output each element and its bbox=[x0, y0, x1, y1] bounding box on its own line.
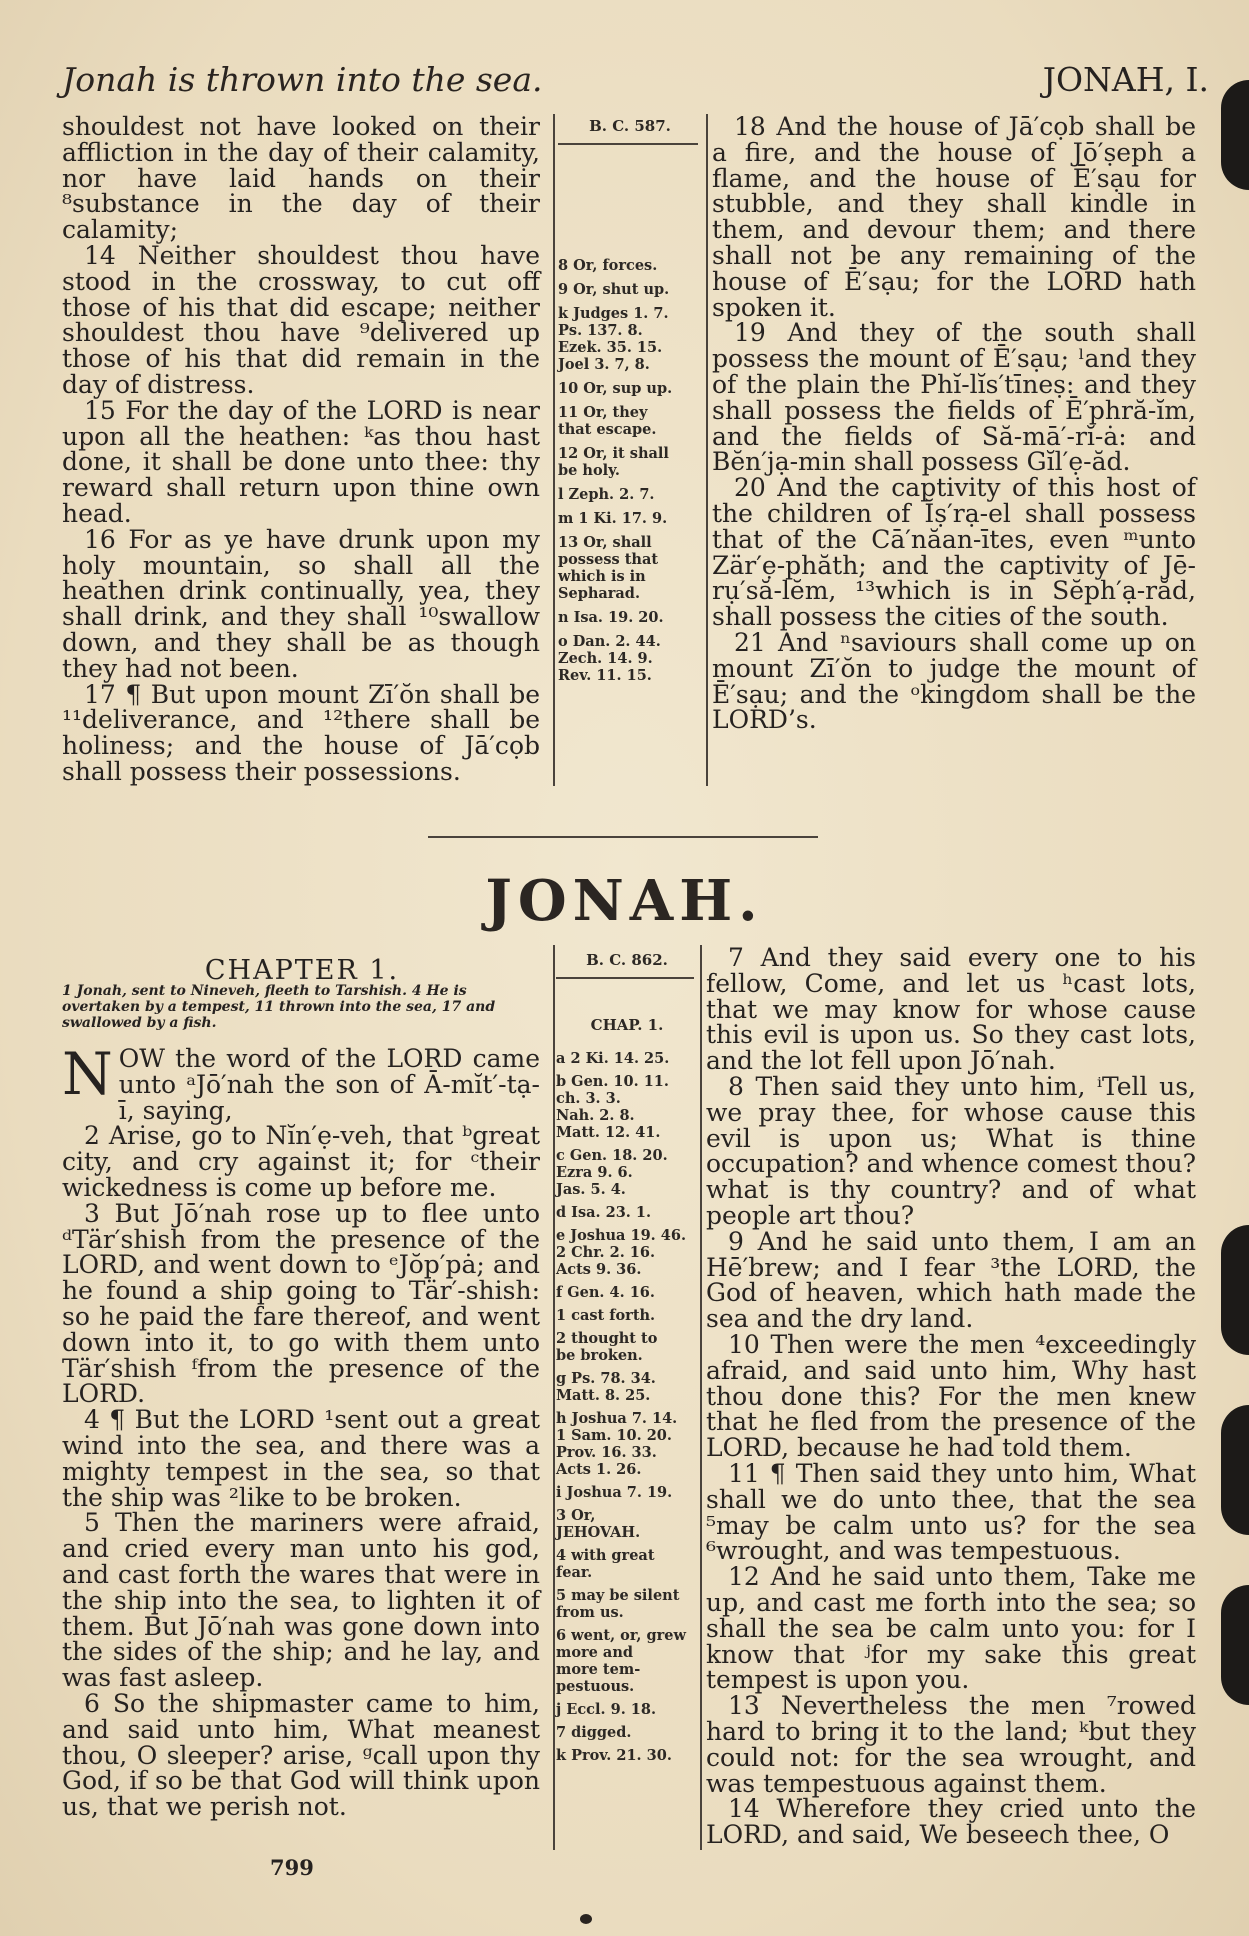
column-rule bbox=[553, 114, 555, 786]
verse-paragraph: 11 ¶ Then said they unto him, What shall we do unto thee, that the sea ⁵may be calm unto us? for the sea ⁶wrought, and was tempestuous. bbox=[706, 1458, 1196, 1566]
reference-note: n Isa. 19. 20. bbox=[558, 608, 664, 626]
book-chapter-header: JONAH, I. bbox=[1042, 60, 1209, 99]
verse-paragraph: 3 But Jō′nah rose up to flee unto ᵈTär′shish from the presence of the LORD, and went down to ᵉJŏp′pȧ; and he found a ship going to Tär′-shish: so he paid the fare thereof, and went down into it, to go with them unto Tär′shish ᶠfrom the presence of the LORD. bbox=[62, 1198, 540, 1409]
reference-note: 3 Or, JEHOVAH. bbox=[556, 1506, 641, 1541]
bottom-right-column bbox=[706, 945, 1196, 1848]
reference-note: d Isa. 23. 1. bbox=[556, 1203, 652, 1221]
verse-paragraph: 21 And ⁿsaviours shall come up on mount Zī′ŏn to judge the mount of Ē′sạu; and the ᵒkingdom shall be the LORD’s. bbox=[712, 627, 1196, 735]
column-rule bbox=[553, 945, 555, 1850]
reference-note: j Eccl. 9. 18. bbox=[556, 1700, 657, 1718]
reference-note: 2 thought to be broken. bbox=[556, 1329, 658, 1364]
thumb-index-tab[interactable] bbox=[1221, 1585, 1249, 1705]
verse-paragraph: 5 Then the mariners were afraid, and cried every man unto his god, and cast forth the wares that were in the ship into the sea, to lighten it of them. But Jō′nah was gone down into the sides of the ship; and he lay, and was fast asleep. bbox=[62, 1508, 540, 1693]
reference-note: h Joshua 7. 14. 1 Sam. 10. 20. Prov. 16. 33. Acts 1. 26. bbox=[556, 1409, 678, 1478]
thumb-index-tab[interactable] bbox=[1221, 1405, 1249, 1535]
verse-paragraph: 16 For as ye have drunk upon my holy mountain, so shall all the heathen drink continually, yea, they shall drink, and they shall ¹⁰swallow down, and they shall be as though they had not been. bbox=[62, 524, 540, 683]
reference-note: g Ps. 78. 34. Matt. 8. 25. bbox=[556, 1369, 656, 1404]
reference-note: 8 Or, forces. bbox=[558, 256, 658, 274]
reference-note: k Judges 1. 7. Ps. 137. 8. Ezek. 35. 15. Joel 3. 7, 8. bbox=[558, 304, 669, 373]
reference-note: b Gen. 10. 11. ch. 3. 3. Nah. 2. 8. Matt. 12. 41. bbox=[556, 1072, 669, 1141]
verse-paragraph: 17 ¶ But upon mount Zī′ŏn shall be ¹¹deliverance, and ¹²there shall be holiness; and the house of Jā′cọb shall possess their possessions. bbox=[62, 679, 540, 786]
reference-note: 11 Or, they that escape. bbox=[558, 403, 657, 438]
verse-paragraph: 2 Arise, go to Nĭn′ẹ-veh, that ᵇgreat city, and cry against it; for ᶜtheir wickedness is come up before me. bbox=[62, 1121, 540, 1202]
top-right-column bbox=[712, 114, 1196, 733]
chapter-summary: 1 Jonah, sent to Nineveh, fleeth to Tarshish. 4 He is overtaken by a tempest, 11 thrown into the sea, 17 and swallowed by a fish. bbox=[62, 983, 496, 1031]
top-reference-column bbox=[558, 118, 702, 691]
verse-paragraph: 19 And they of the south shall possess the mount of Ē′sạu; ˡand they of the plain the Phĭ-lĭs′tīneṣ: and they shall possess the fields of Ē′phră-ĭm, and the fields of Să-mā′-rĭ-ȧ: and Bĕn′jạ-min shall possess Gĭl′ẹ-ăd. bbox=[712, 318, 1196, 477]
section-divider bbox=[428, 836, 818, 838]
reference-note: k Prov. 21. 30. bbox=[556, 1746, 672, 1764]
running-title: Jonah is thrown into the sea. bbox=[62, 60, 543, 99]
date-label: B. C. 587. bbox=[589, 117, 671, 135]
drop-cap: N bbox=[62, 1040, 113, 1108]
thumb-index-tab[interactable] bbox=[1221, 1225, 1249, 1355]
reference-note: 6 went, or, grew more and more tem- pestuous. bbox=[556, 1626, 687, 1695]
verse-paragraph: 12 And he said unto them, Take me up, and cast me forth into the sea; so shall the sea be calm unto you: for I know that ʲfor my sake this great tempest is upon you. bbox=[706, 1562, 1196, 1695]
reference-note: i Joshua 7. 19. bbox=[556, 1483, 673, 1501]
first-verse bbox=[62, 1040, 540, 1125]
column-rule bbox=[706, 114, 708, 786]
verse-paragraph: 10 Then were the men ⁴exceedingly afraid, and said unto him, Why hast thou done this? For the men knew that he fled from the presence of the LORD, because he had told them. bbox=[706, 1329, 1196, 1463]
reference-note: 5 may be silent from us. bbox=[556, 1586, 680, 1621]
reference-note: c Gen. 18. 20. Ezra 9. 6. Jas. 5. 4. bbox=[556, 1146, 668, 1198]
reference-note: 10 Or, sup up. bbox=[558, 379, 673, 397]
bottom-left-column bbox=[62, 1040, 540, 1822]
column-rule bbox=[700, 945, 702, 1850]
reference-note: 1 cast forth. bbox=[556, 1306, 656, 1324]
reference-note: 7 digged. bbox=[556, 1723, 632, 1741]
reference-note: l Zeph. 2. 7. bbox=[558, 485, 655, 503]
reference-note: a 2 Ki. 14. 25. bbox=[556, 1049, 670, 1067]
date-rule bbox=[556, 977, 694, 979]
verse-paragraph: 20 And the captivity of this host of the children of Ĭṣ′rạ-el shall possess that of the Cā′năan-ītes, even ᵐunto Zär′ẹ-phăth; and the captivity of Jē-rụ′să-lĕm, ¹³which is in Sĕph′ạ-răd, shall possess the cities of the south. bbox=[712, 473, 1196, 632]
book-title: JONAH. bbox=[485, 868, 764, 934]
first-verse-text: OW the word of the LORD came unto ᵃJō′nah the son of Ā-mĭt′-tạ-ī, saying, bbox=[118, 1044, 540, 1125]
thumb-index-tab[interactable] bbox=[1221, 80, 1249, 190]
date-rule bbox=[558, 143, 698, 145]
reference-note: e Joshua 19. 46. 2 Chr. 2. 16. Acts 9. 36. bbox=[556, 1226, 686, 1278]
printer-dot bbox=[580, 1914, 592, 1924]
reference-note: f Gen. 4. 16. bbox=[556, 1283, 655, 1301]
verse-paragraph: 9 And he said unto them, I am an Hē′brew; and I fear ³the LORD, the God of heaven, which hath made the sea and the dry land. bbox=[706, 1226, 1196, 1334]
verse-paragraph: 4 ¶ But the LORD ¹sent out a great wind into the sea, and there was a mighty tempest in the sea, so that the ship was ²like to be broken. bbox=[62, 1405, 540, 1512]
verse-paragraph: 14 Wherefore they cried unto the LORD, and said, We beseech thee, O bbox=[706, 1794, 1196, 1850]
verse-paragraph: 8 Then said they unto him, ⁱTell us, we pray thee, for whose cause this evil is upon us; What is thine occupation? and whence comest thou? what is thy country? and of what people art thou? bbox=[706, 1071, 1196, 1230]
reference-note: m 1 Ki. 17. 9. bbox=[558, 509, 668, 527]
verse-paragraph: 18 And the house of Jā′cọb shall be a fire, and the house of Jō′ṣeph a flame, and the house of Ē′sạu for stubble, and they shall kindle in them, and devour them; and there shall not be any remaining of the house of Ē′sạu; for the LORD hath spoken it. bbox=[712, 112, 1196, 322]
page-number: 799 bbox=[270, 1855, 314, 1880]
verse-paragraph: 13 Nevertheless the men ⁷rowed hard to bring it to the land; ᵏbut they could not: for the sea wrought, and was tempestuous against them. bbox=[706, 1691, 1196, 1798]
verse-paragraph: 14 Neither shouldest thou have stood in the crossway, to cut off those of his that did escape; neither shouldest thou have ⁹delivered up those of his that did remain in the day of distress. bbox=[62, 240, 540, 399]
reference-note: o Dan. 2. 44. Zech. 14. 9. Rev. 11. 15. bbox=[558, 632, 661, 684]
chap-label: CHAP. 1. bbox=[590, 1015, 664, 1034]
date-label: B. C. 862. bbox=[586, 951, 668, 969]
reference-note: 13 Or, shall possess that which is in Sepharad. bbox=[558, 533, 659, 602]
chapter-heading: CHAPTER 1. bbox=[204, 955, 400, 986]
top-left-column bbox=[62, 114, 540, 785]
bottom-reference-column bbox=[556, 952, 698, 1770]
reference-note: 9 Or, shut up. bbox=[558, 280, 670, 298]
verse-paragraph: shouldest not have looked on their affliction in the day of their calamity, nor have laid hands on their ⁸substance in the day of their calamity; bbox=[62, 112, 540, 245]
verse-paragraph: 6 So the shipmaster came to him, and said unto him, What meanest thou, O sleeper? arise, ᵍcall upon thy God, if so be that God will think upon us, that we perish not. bbox=[62, 1688, 540, 1822]
reference-note: 12 Or, it shall be holy. bbox=[558, 444, 669, 479]
reference-note: 4 with great fear. bbox=[556, 1546, 655, 1581]
verse-paragraph: 15 For the day of the LORD is near upon all the heathen: ᵏas thou hast done, it shall be done unto thee: thy reward shall return upon thine own head. bbox=[62, 395, 540, 528]
verse-paragraph: 7 And they said every one to his fellow, Come, and let us ʰcast lots, that we may know for whose cause this evil is upon us. So they cast lots, and the lot fell upon Jō′nah. bbox=[706, 943, 1196, 1076]
